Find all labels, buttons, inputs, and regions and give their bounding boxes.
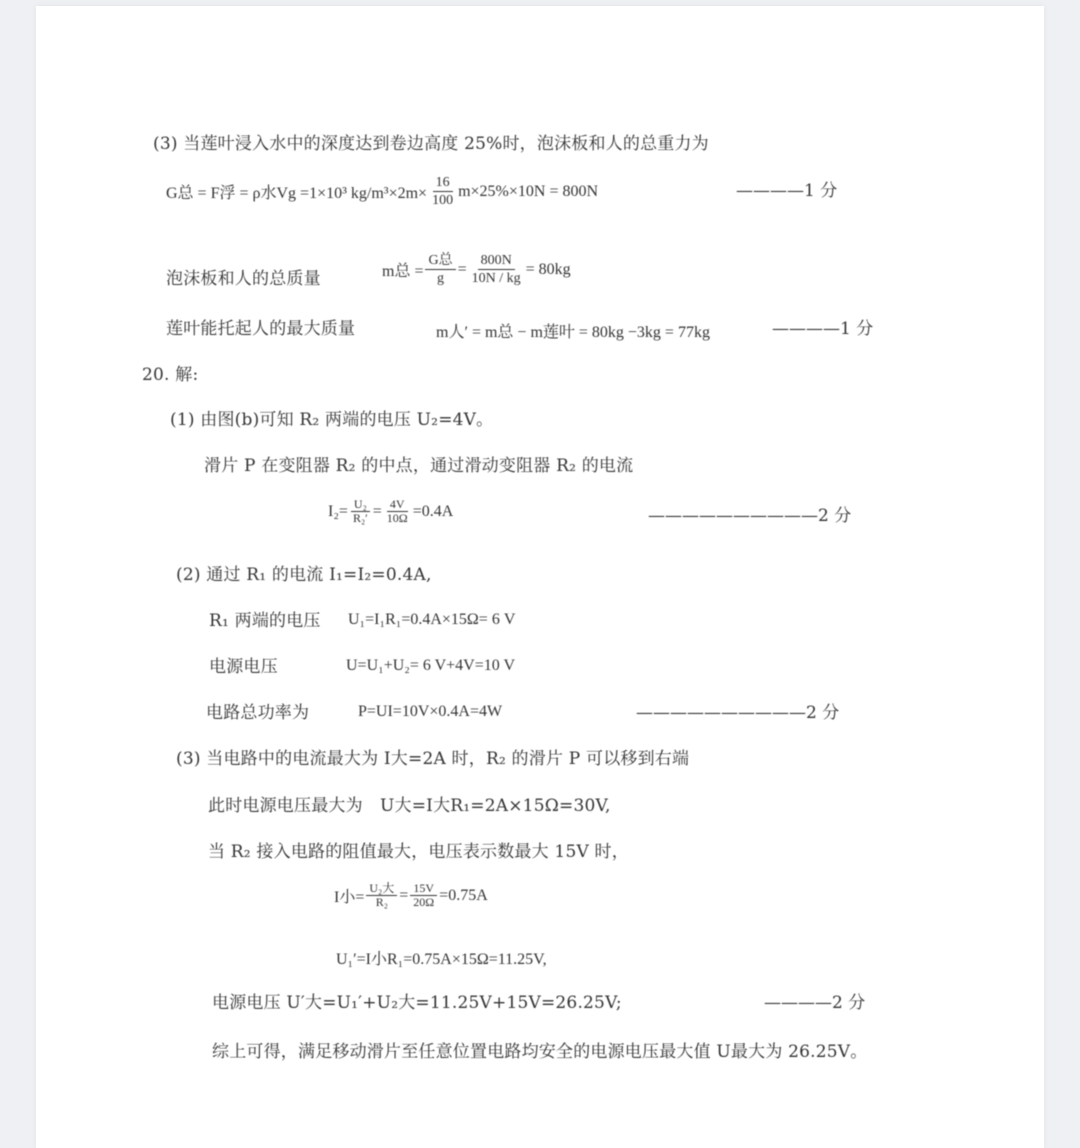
q20-p2-src-formula: U=U₁+U₂= 6 V+4V=10 V bbox=[346, 657, 516, 674]
q20-p2-power-label: 电路总功率为 bbox=[206, 703, 310, 723]
i-small-frac1-den: R₂ bbox=[375, 895, 388, 909]
i2-eq: = bbox=[372, 502, 382, 520]
i2-frac2-num: 4V bbox=[387, 498, 408, 512]
q20-p3-max-voltage: 此时电源电压最大为 U大=I大R₁=2A×15Ω=30V, bbox=[208, 796, 611, 816]
q20-p1-slider: 滑片 P 在变阻器 R₂ 的中点，通过滑动变阻器 R₂ 的电流 bbox=[204, 456, 634, 476]
i2-frac1 bbox=[350, 498, 371, 525]
mass-total-frac2 bbox=[469, 252, 524, 287]
q20-p3-intro: (3) 当电路中的电流最大为 I大=2A 时，R₂ 的滑片 P 可以移到右端 bbox=[176, 749, 690, 769]
max-mass-score: ————1 分 bbox=[772, 319, 874, 339]
mass-total-formula bbox=[382, 252, 571, 287]
mass-total-label: 泡沫板和人的总质量 bbox=[166, 269, 321, 289]
q20-p2-r1-label: R₁ 两端的电压 bbox=[209, 611, 321, 631]
i2-frac1-num: U₂ bbox=[351, 498, 370, 512]
q20-p2-current: (2) 通过 R₁ 的电流 I₁=I₂=0.4A, bbox=[176, 565, 432, 585]
g-total-frac-num: 16 bbox=[433, 174, 453, 192]
q20-heading: 20. 解: bbox=[142, 365, 199, 385]
mass-total-frac1 bbox=[425, 252, 455, 287]
i2-score: ——————————2 分 bbox=[648, 506, 852, 526]
i-small-frac2 bbox=[410, 882, 437, 909]
q20-p3-score: ————2 分 bbox=[764, 993, 866, 1013]
g-total-formula bbox=[166, 174, 598, 209]
i-small-frac2-den: 20Ω bbox=[413, 895, 435, 909]
g-total-score: ————1 分 bbox=[736, 181, 838, 201]
mass-total-frac2-den: 10N / kg bbox=[471, 271, 521, 286]
i2-formula bbox=[328, 498, 453, 525]
q20-p3-r2-max: 当 R₂ 接入电路的阻值最大，电压表示数最大 15V 时， bbox=[208, 842, 629, 862]
q20-p3-source: 电源电压 U′大=U₁′+U₂大=11.25V+15V=26.25V; bbox=[212, 993, 622, 1013]
i-small-frac1-num: U₂大 bbox=[366, 882, 397, 896]
document-page bbox=[36, 6, 1044, 1148]
i2-frac2-den: 10Ω bbox=[386, 511, 408, 525]
g-total-frac-den: 100 bbox=[432, 193, 454, 208]
q19-part3-intro: (3) 当莲叶浸入水中的深度达到卷边高度 25%时，泡沫板和人的总重力为 bbox=[153, 134, 709, 154]
u1-prime-formula: U₁′=I小R₁=0.75A×15Ω=11.25V, bbox=[336, 951, 547, 968]
i2-lhs: I₂= bbox=[328, 502, 348, 520]
q20-p1-intro: (1) 由图(b)可知 R₂ 两端的电压 U₂=4V。 bbox=[170, 410, 494, 430]
i-small-lhs: I小= bbox=[334, 889, 365, 906]
mass-total-lhs: m总 = bbox=[382, 263, 424, 280]
q20-p2-r1-formula: U₁=I₁R₁=0.4A×15Ω= 6 V bbox=[348, 611, 516, 628]
i-small-frac2-num: 15V bbox=[410, 882, 437, 896]
mass-total-rhs: = 80kg bbox=[525, 260, 571, 278]
mass-total-eq: = bbox=[457, 260, 467, 278]
i2-rhs: =0.4A bbox=[412, 502, 454, 520]
i2-frac2 bbox=[384, 498, 411, 525]
i-small-frac1 bbox=[366, 882, 397, 909]
i-small-rhs: =0.75A bbox=[439, 886, 488, 904]
q20-p2-score: ——————————2 分 bbox=[636, 703, 840, 723]
g-total-lhs: G总 = F浮 = ρ水Vg =1×10³ kg/m³×2m× bbox=[166, 185, 428, 202]
i-small-formula bbox=[334, 882, 488, 909]
max-mass-label: 莲叶能托起人的最大质量 bbox=[166, 319, 356, 339]
i-small-eq: = bbox=[399, 886, 409, 904]
q20-p2-power-formula: P=UI=10V×0.4A=4W bbox=[358, 703, 503, 720]
mass-total-frac1-den: g bbox=[437, 271, 445, 286]
q20-conclusion: 综上可得，满足移动滑片至任意位置电路均安全的电源电压最大值 U最大为 26.25V。 bbox=[212, 1042, 868, 1062]
mass-total-frac2-num: 800N bbox=[478, 252, 515, 270]
g-total-fraction bbox=[429, 174, 456, 209]
mass-total-frac1-num: G总 bbox=[425, 252, 455, 270]
g-total-rhs: m×25%×10N = 800N bbox=[458, 182, 599, 200]
max-mass-formula: m人′ = m总 − m莲叶 = 80kg −3kg = 77kg bbox=[436, 324, 710, 341]
q20-p2-src-label: 电源电压 bbox=[209, 657, 278, 677]
i2-frac1-den: R₂′ bbox=[352, 511, 368, 525]
